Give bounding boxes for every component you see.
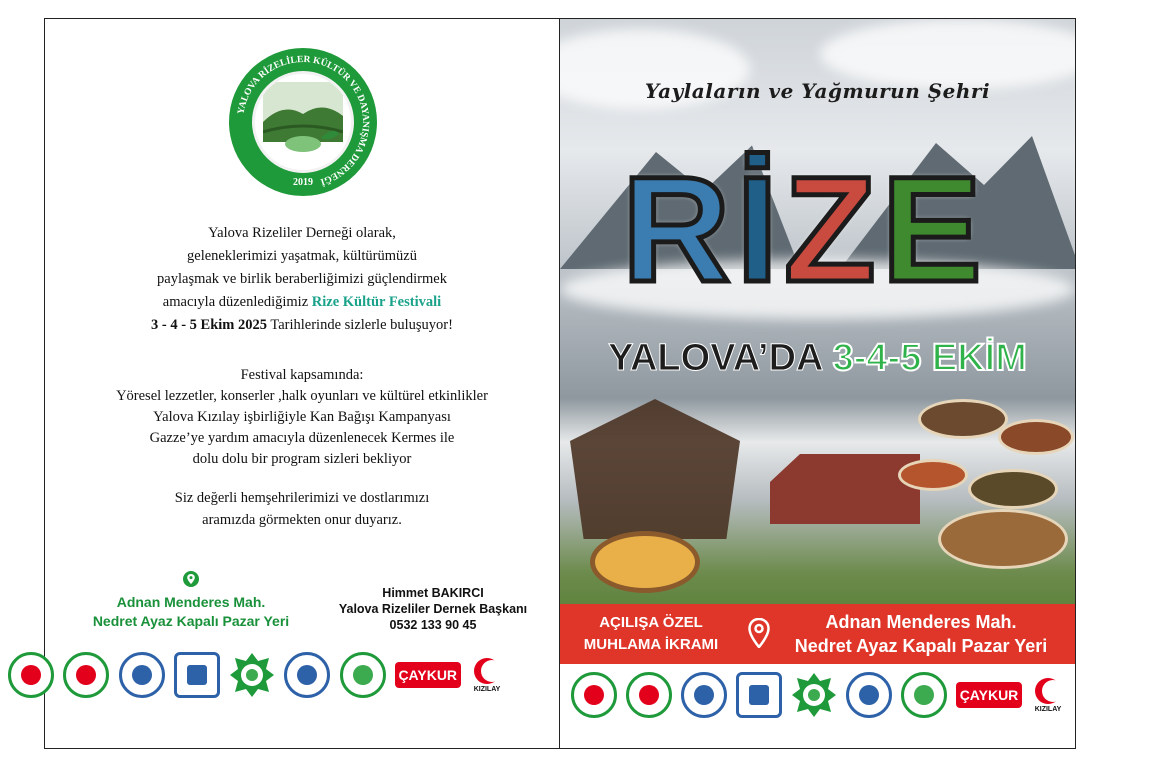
caykur-logo: ÇAYKUR [395, 662, 461, 688]
tea-star-logo [229, 652, 275, 698]
closing-line: Siz değerli hemşehrilerimizi ve dostlarımızı [174, 490, 430, 506]
intro-line: Yalova Rizeliler Derneği olarak, [208, 225, 396, 241]
offer-line: MUHLAMA İKRAMI [583, 636, 719, 653]
municipality-logo [681, 672, 727, 718]
city-label: YALOVA’DA [608, 337, 833, 379]
president-contact [333, 585, 533, 633]
intro-line: geleneklerimizi yaşatmak, kültürümüzü [187, 248, 417, 264]
president-phone: 0532 133 90 45 [389, 618, 477, 632]
muhlama-pan-image [590, 531, 700, 593]
closing-line: aramızda görmekten onur duyarız. [202, 512, 402, 528]
location-pin-icon [748, 618, 770, 648]
title-letter: E [881, 145, 982, 313]
president-name: Himmet BAKIRCI [382, 586, 484, 600]
federation-logo [846, 672, 892, 718]
location-pin-icon [183, 571, 199, 587]
seal-year: 2019 [293, 177, 313, 188]
food-dishes-image [898, 389, 1075, 579]
program-item: Yalova Kızılay işbirliğiyle Kan Bağışı Kampanyası [153, 409, 451, 425]
program-heading: Festival kapsamında: [240, 367, 364, 383]
location-banner [560, 604, 1075, 664]
title-letter: Z [784, 145, 876, 313]
invitation-page [45, 19, 559, 748]
association-seal [229, 48, 377, 196]
crescent-icon [474, 658, 500, 684]
intro-text [45, 222, 559, 337]
kizilay-logo [470, 658, 504, 693]
festival-name: Rize Kültür Festivali [311, 294, 442, 310]
crescent-icon [1035, 678, 1061, 704]
title-letter: R [622, 145, 731, 313]
offer-line: AÇILIŞA ÖZEL [599, 614, 703, 631]
intro-line [45, 314, 559, 337]
sponsor-logos-left [8, 646, 504, 704]
svg-text:YALOVA RİZELİLER KÜLTÜR VE DAY: YALOVA RİZELİLER KÜLTÜR VE DAYANIŞMA DERNEĞİ [236, 54, 371, 187]
municipality-logo [119, 652, 165, 698]
kizilay-logo [1031, 678, 1065, 713]
event-headline [560, 337, 1075, 380]
program-text [45, 365, 559, 470]
program-item: dolu dolu bir program sizleri bekliyor [192, 451, 412, 467]
address-line: Nedret Ayaz Kapalı Pazar Yeri [794, 636, 1048, 656]
wooden-house-image [570, 399, 740, 539]
event-dates: 3-4-5 EKİM [832, 337, 1027, 379]
program-item: Yöresel lezzetler, konserler ,halk oyunları ve kültürel etkinlikler [116, 388, 488, 404]
poster-tagline: Yaylaların ve Yağmurun Şehri [644, 79, 991, 103]
program-item: Gazze’ye yardım amacıyla düzenlenecek Kermes ile [149, 430, 455, 446]
seal-emblem [252, 71, 354, 173]
address-line: Adnan Menderes Mah. [116, 594, 266, 610]
address-line: Nedret Ayaz Kapalı Pazar Yeri [92, 613, 290, 629]
festival-dates: 3 - 4 - 5 Ekim 2025 [151, 317, 268, 333]
yalova-valiligi-logo [626, 672, 672, 718]
closing-text [45, 487, 559, 531]
association-logo [340, 652, 386, 698]
caykur-logo: ÇAYKUR [956, 682, 1022, 708]
intro-line [45, 291, 559, 314]
rize-title [622, 145, 982, 313]
tea-star-logo [791, 672, 837, 718]
sponsor-logos-right [571, 666, 1065, 724]
intro-suffix: Tarihlerinde sizlerle buluşuyor! [267, 317, 453, 333]
tc-flag-logo [571, 672, 617, 718]
festival-poster [560, 19, 1075, 748]
address-line: Adnan Menderes Mah. [825, 612, 1017, 632]
yalova-valiligi-logo [63, 652, 109, 698]
intro-line: paylaşmak ve birlik beraberliğimizi güçlendirmek [157, 271, 447, 287]
kizilay-label: KIZILAY [1034, 705, 1062, 713]
event-location [85, 571, 297, 631]
tc-flag-logo [8, 652, 54, 698]
association-logo [901, 672, 947, 718]
yalova-belediyesi-logo [736, 672, 782, 718]
president-title: Yalova Rizeliler Dernek Başkanı [338, 602, 528, 616]
title-letter: İ [736, 145, 779, 313]
tea-field-icon [263, 82, 343, 162]
federation-logo [284, 652, 330, 698]
opening-offer [576, 612, 726, 656]
yalova-belediyesi-logo [174, 652, 220, 698]
kizilay-label: KIZILAY [473, 685, 501, 693]
banner-address [768, 610, 1074, 658]
intro-prefix: amacıyla düzenlediğimiz [162, 294, 312, 310]
